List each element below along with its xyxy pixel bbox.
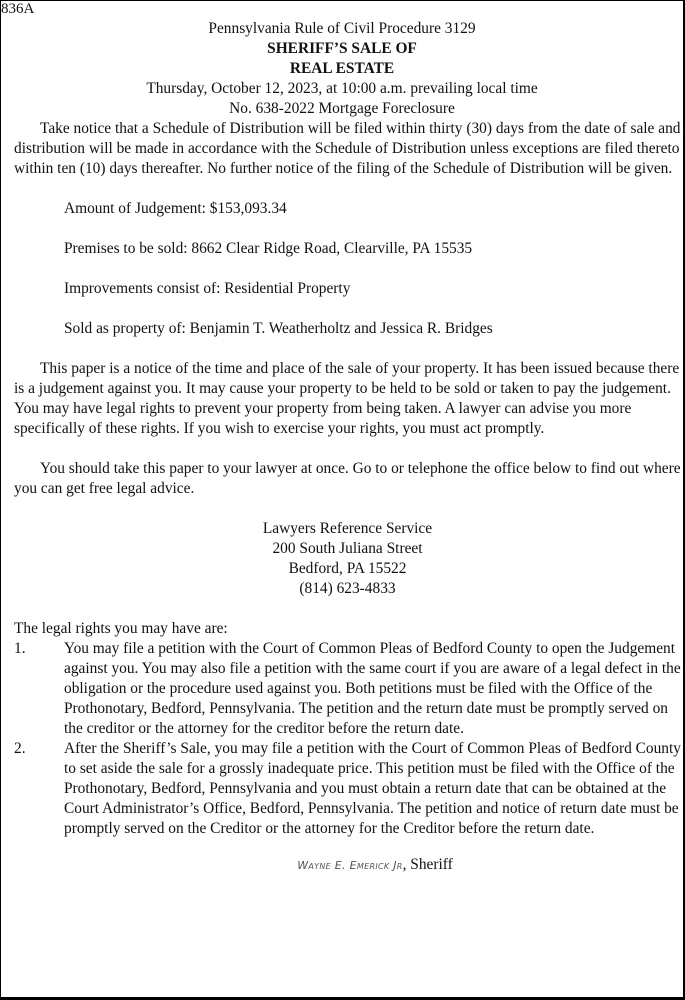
premises: Premises to be sold: 8662 Clear Ridge Road, Clearville, PA 15535 bbox=[64, 240, 473, 257]
signature-block bbox=[69, 855, 681, 876]
service-name: Lawyers Reference Service bbox=[262, 520, 433, 537]
list-text: You may file a petition with the Court of Common Pleas of Bedford County to open the Judgement against you. You may also file a petition with the same court if you are aware of a legal defect in the obligation or the procedure used against you. Both petitions must be filed with the Office of the Prothonotary, Bedford, Pennsylvania. The petition and the return date must be promptly served on the creditor or the attorney for the creditor before the return date. bbox=[64, 640, 681, 737]
case-number: No. 638-2022 Mortgage Foreclosure bbox=[229, 100, 455, 117]
rights-list-item bbox=[14, 739, 681, 839]
service-phone: (814) 623-4833 bbox=[299, 580, 396, 597]
service-city: Bedford, PA 15522 bbox=[288, 560, 407, 577]
list-text: After the Sheriff’s Sale, you may file a petition with the Court of Common Pleas of Bedford County to set aside the sale for a grossly inadequate price. This petition must be filed with the Office of the Prothonotary, Bedford, Pennsylvania and you must obtain a return date that can be obtained at the Court Administrator’s Office, Bedford, Pennsylvania. The petition and notice of return date must be promptly served on the Creditor or the attorney for the Creditor before the return date. bbox=[64, 740, 681, 837]
title-line-1: SHERIFF’S SALE OF bbox=[267, 40, 417, 57]
intro-paragraph: Take notice that a Schedule of Distribution will be filed within thirty (30) days from the date of sale and distribution will be made in accordance with the Schedule of Distribution unless exceptions are filed thereto within ten (10) days thereafter. No further notice of the filing of the Schedule of Distribution will be given. bbox=[14, 120, 681, 177]
sheriff-signature: Wayne E. Emerick Jr bbox=[297, 859, 403, 872]
title-line-2: REAL ESTATE bbox=[289, 60, 395, 77]
notice-header bbox=[1, 19, 683, 119]
notice-paragraph: This paper is a notice of the time and place of the sale of your property. It has been issued because there is a judgement against you. It may cause your property to be held to be sold or taken to pay the judgement. You may have legal rights to prevent your property from being taken. A lawyer can advise you more specifically of these rights. If you wish to exercise your rights, you must act promptly. bbox=[14, 360, 680, 437]
rights-list-item bbox=[14, 639, 681, 739]
notice-body bbox=[14, 119, 681, 876]
rule-reference: Pennsylvania Rule of Civil Procedure 3129 bbox=[208, 20, 476, 37]
notice-id: 836A bbox=[1, 1, 35, 17]
sheriff-title: , Sheriff bbox=[402, 856, 453, 873]
lawyer-paragraph: You should take this paper to your lawyer at once. Go to or telephone the office below to find out where you can get free legal advice. bbox=[14, 460, 681, 497]
improvements: Improvements consist of: Residential Property bbox=[64, 280, 351, 297]
property-owners: Sold as property of: Benjamin T. Weatherholtz and Jessica R. Bridges bbox=[64, 320, 493, 337]
reference-service-block bbox=[14, 519, 681, 599]
rights-heading: The legal rights you may have are: bbox=[14, 620, 228, 637]
sale-date-time: Thursday, October 12, 2023, at 10:00 a.m. prevailing local time bbox=[146, 80, 538, 97]
list-number: 1. bbox=[14, 640, 26, 657]
service-street: 200 South Juliana Street bbox=[272, 540, 423, 557]
list-number: 2. bbox=[14, 740, 26, 757]
judgement-amount: Amount of Judgement: $153,093.34 bbox=[64, 200, 287, 217]
